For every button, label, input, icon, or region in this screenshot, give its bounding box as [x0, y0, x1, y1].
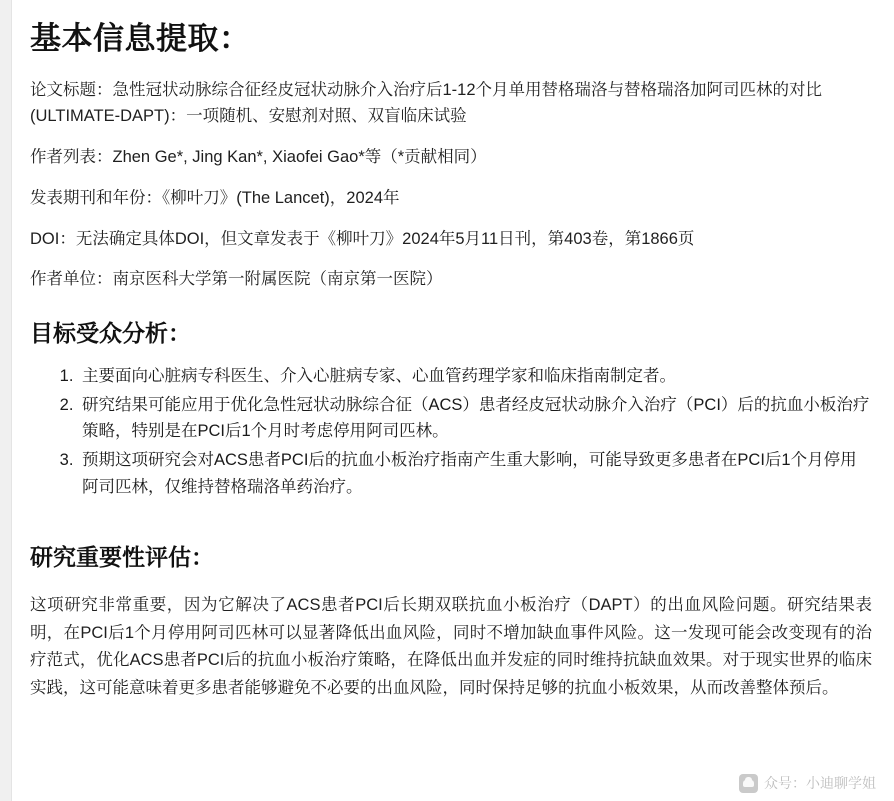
significance-body: 这项研究非常重要，因为它解决了ACS患者PCI后长期双联抗血小板治疗（DAPT）的出血风险问题。研究结果表明，在PCI后1个月停用阿司匹林可以显著降低出血风险，同时不增加缺血事件风险。这一发现可能会改变现有的治疗范式，优化ACS患者PCI后的抗血小板治疗策略，在降低出血并发症的同时维持抗缺血效果。对于现实世界的临床实践，这可能意味着更多患者能够避免不必要的出血风险，同时保持足够的抗血小板效果，从而改善整体预后。: [30, 596, 872, 697]
list-item: 2. 研究结果可能应用于优化急性冠状动脉综合征（ACS）患者经皮冠状动脉介入治疗（PCI）后的抗血小板治疗策略，特别是在PCI后1个月时考虑停用阿司匹林。: [78, 392, 872, 445]
page-left-rail: [0, 0, 12, 801]
audience-list: [30, 363, 872, 501]
meta-paper-title: 论文标题：急性冠状动脉综合征经皮冠状动脉介入治疗后1-12个月单用替格瑞洛与替格瑞洛加阿司匹林的对比(ULTIMATE-DAPT)：一项随机、安慰剂对照、双盲临床试验: [30, 80, 823, 126]
watermark-text: 众号：小迪聊学姐: [764, 775, 876, 791]
section-heading-significance: 研究重要性评估：: [30, 543, 214, 570]
meta-doi: DOI：无法确定具体DOI，但文章发表于《柳叶刀》2024年5月11日刊，第403卷，第1866页: [30, 229, 695, 248]
page-title: 基本信息提取：: [30, 21, 251, 56]
meta-affiliation: 作者单位：南京医科大学第一附属医院（南京第一医院）: [30, 270, 443, 289]
list-item: 1. 主要面向心脏病专科医生、介入心脏病专家、心血管药理学家和临床指南制定者。: [78, 363, 872, 390]
section-heading-audience: 目标受众分析：: [30, 320, 191, 347]
wechat-icon: [739, 774, 758, 793]
list-item: 3. 预期这项研究会对ACS患者PCI后的抗血小板治疗指南产生重大影响，可能导致更多患者在PCI后1个月停用阿司匹林，仅维持替格瑞洛单药治疗。: [78, 447, 872, 500]
meta-authors: 作者列表：Zhen Ge*, Jing Kan*, Xiaofei Gao*等（*贡献相同）: [30, 148, 487, 167]
watermark: [739, 773, 876, 793]
meta-journal-year: 发表期刊和年份：《柳叶刀》(The Lancet)，2024年: [30, 188, 400, 207]
